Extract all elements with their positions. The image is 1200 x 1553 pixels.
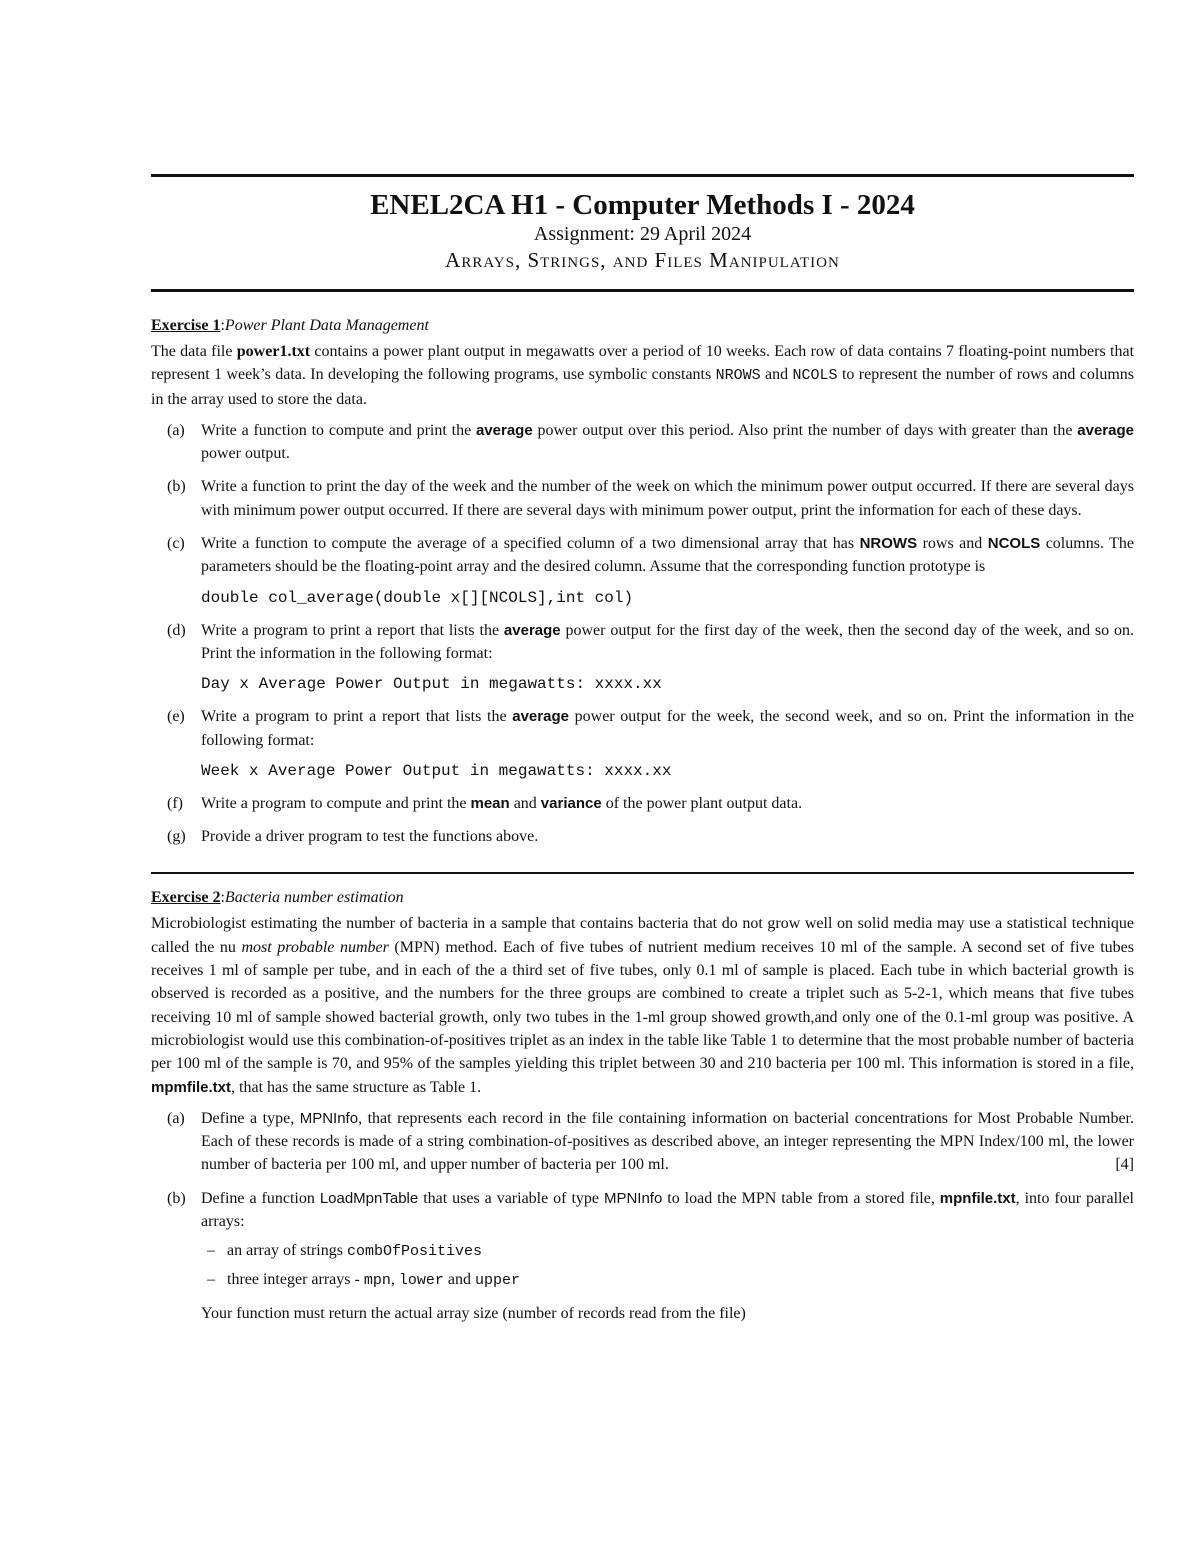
exercise-1-intro (151, 340, 1134, 411)
file-name: mpnfile.txt (939, 1189, 1016, 1207)
text: of the power plant output data. (601, 794, 803, 812)
exercise-1-item-g (151, 825, 1134, 848)
file-name: power1.txt (236, 343, 311, 360)
emphasis: NCOLS (987, 535, 1041, 553)
text: columns. The parameters should be the floating-point array and the desired column. Assume that the corresponding function prototype is (201, 535, 1134, 576)
emphasis: mean (470, 794, 510, 812)
text: Write a function to compute the average of a specified column of a two dimensional array that has (201, 535, 860, 553)
type-name: MPNInfo (299, 1109, 359, 1127)
output-format-code: Day x Average Power Output in megawatts: xxxx.xx (201, 675, 662, 694)
exercise-2-colon: : (220, 889, 225, 907)
text: (MPN) method. Each of five tubes of nutrient medium receives 10 ml of the sample. A second set of five tubes receives 1 ml of sample per tube, and in each of the a third set of five tubes, only 0.1 ml of sample is placed. Each tube in which bacterial growth is observed is recorded as a positive, and the numbers for the three groups are combined to create a triplet such as 5-2-1, which means that five tubes receiving 10 ml of sample showed bacterial growth, only two tubes in the 1-ml group showed growth,and only one of the 0.1-ml group was positive. A microbiologist would use this combination-of-positives triplet as an index in the table like Table 1 to determine that the most probable number of bacteria per 100 ml of the sample is 70, and 95% of the samples yielding this triplet between 30 and 210 bacteria per 100 ml. This information is stored in a file, (151, 938, 1134, 1073)
assignment-date: Assignment: 29 April 2024 (533, 223, 752, 245)
text: an array of strings (227, 1242, 347, 1260)
text: Write a program to print a report that lists the (201, 708, 513, 726)
item-marker: (c) (167, 535, 185, 553)
item-marker: (g) (167, 828, 186, 846)
header-bottom-rule (151, 289, 1134, 292)
text: power output for the first day of the week, then the second day of the week, and so on. Print the information in the following format: (201, 621, 1135, 662)
exercise-1-label: Exercise 1 (151, 317, 221, 334)
item-marker: (b) (167, 478, 186, 496)
exercise-2-item-b (151, 1187, 1134, 1325)
list-item (201, 1239, 1134, 1263)
emphasis: average (1077, 421, 1134, 439)
text: Write a function to print the day of the week and the number of the week on which the minimum power output occurred. If there are several days with minimum power output occurred. If there are several days with minimum power output, print the information for each of these days. (201, 478, 1134, 519)
assignment-topic: Arrays, Strings, and Files Manipulation (445, 248, 840, 272)
exercise-1-item-c (151, 532, 1134, 609)
text: , into four parallel arrays: (201, 1189, 1134, 1231)
text: three integer arrays - (227, 1270, 364, 1288)
text: Write a program to compute and print the (201, 794, 471, 812)
text: Define a function (201, 1189, 320, 1207)
exercise-1-item-f (151, 792, 1134, 815)
parallel-arrays-list (201, 1239, 1134, 1292)
exercise-1-heading (151, 316, 1134, 336)
text: and (760, 366, 793, 384)
constant-ncols: NCOLS (792, 367, 838, 385)
text: power output. (201, 445, 290, 463)
text: and (509, 794, 541, 812)
document-page (151, 174, 1134, 1335)
emphasis-italic: most probable number (241, 938, 389, 956)
item-marker: (a) (167, 1109, 185, 1127)
document-header (151, 177, 1134, 289)
item-marker: (f) (167, 794, 183, 812)
array-name: mpn (363, 1271, 391, 1289)
text: , that has the same structure as Table 1. (231, 1078, 482, 1096)
array-name: combOfPositives (346, 1243, 482, 1261)
type-name: MPNInfo (603, 1189, 663, 1207)
text: contains a power plant output in megawatts over a period of 10 weeks. Each row of data contains 7 floating-point numbers that represent 1 week’s data. In developing the following programs, use symbolic constants (151, 343, 1135, 384)
text: Provide a driver program to test the functions above. (201, 828, 539, 846)
document-title: ENEL2CA H1 - Computer Methods I - 2024 (370, 189, 915, 221)
constant-nrows: NROWS (715, 367, 761, 385)
emphasis: variance (540, 794, 602, 812)
function-name: LoadMpnTable (319, 1189, 419, 1207)
text: Define a type, (201, 1109, 300, 1127)
emphasis: average (475, 421, 533, 439)
text: Microbiologist estimating the number of bacteria in a sample that contains bacteria that do not grow well on solid media may use a statistical technique called the nu (151, 915, 1134, 956)
emphasis: average (512, 708, 569, 726)
exercise-1-colon: : (220, 317, 225, 334)
exercise-2-items (151, 1107, 1134, 1325)
list-item (201, 1268, 1134, 1292)
exercise-2-label: Exercise 2 (151, 889, 221, 907)
exercise-1-item-d (151, 619, 1134, 696)
item-marker: (d) (167, 621, 186, 639)
file-name: mpmfile.txt (151, 1078, 232, 1096)
emphasis: average (503, 621, 561, 639)
exercise-2-item-a (151, 1107, 1134, 1177)
text: Write a function to compute and print the (201, 421, 476, 439)
exercise-2-title: Bacteria number estimation (224, 889, 404, 907)
dash-bullet: – (207, 1270, 215, 1288)
exercise-1-item-b (151, 475, 1134, 522)
text: , (390, 1270, 399, 1288)
text: Write a program to print a report that lists the (201, 621, 504, 639)
exercise-1-item-a (151, 419, 1134, 466)
exercise-1-item-e (151, 705, 1134, 782)
item-marker: (e) (167, 708, 185, 726)
exercise-1-title: Power Plant Data Management (224, 317, 429, 334)
exercise-divider (151, 872, 1134, 874)
return-requirement: Your function must return the actual array size (number of records read from the file) (201, 1304, 746, 1322)
exercise-2-heading (151, 888, 1134, 908)
text: rows and (917, 535, 988, 553)
exercise-2-intro (151, 912, 1134, 1098)
item-marker: (a) (167, 421, 185, 439)
array-name: upper (474, 1271, 520, 1289)
text: and (443, 1270, 475, 1288)
dash-bullet: – (207, 1242, 215, 1260)
array-name: lower (398, 1271, 444, 1289)
item-marker: (b) (167, 1189, 186, 1207)
emphasis: NROWS (859, 535, 918, 553)
text: to represent the number of rows and columns in the array used to store the data. (151, 366, 1134, 408)
text: power output for the week, the second week, and so on. Print the information in the following format: (201, 708, 1134, 749)
marks-allocation: [4] (1115, 1156, 1134, 1174)
text: , that represents each record in the file containing information on bacterial concentrations for Most Probable Number. Each of these records is made of a string combination-of-positives as described above, an integer representing the MPN Index/100 ml, the lower number of bacteria per 100 ml, and upper number of bacteria per 100 ml. (201, 1109, 1134, 1174)
exercise-1-items (151, 419, 1134, 849)
text: The data file (151, 343, 237, 360)
text: that uses a variable of type (418, 1189, 604, 1207)
text: to load the MPN table from a stored file, (662, 1189, 940, 1207)
function-prototype-code: double col_average(double x[][NCOLS],int col) (201, 588, 634, 607)
output-format-code: Week x Average Power Output in megawatts: xxxx.xx (201, 761, 672, 780)
text: power output over this period. Also print the number of days with greater than the (532, 421, 1078, 439)
